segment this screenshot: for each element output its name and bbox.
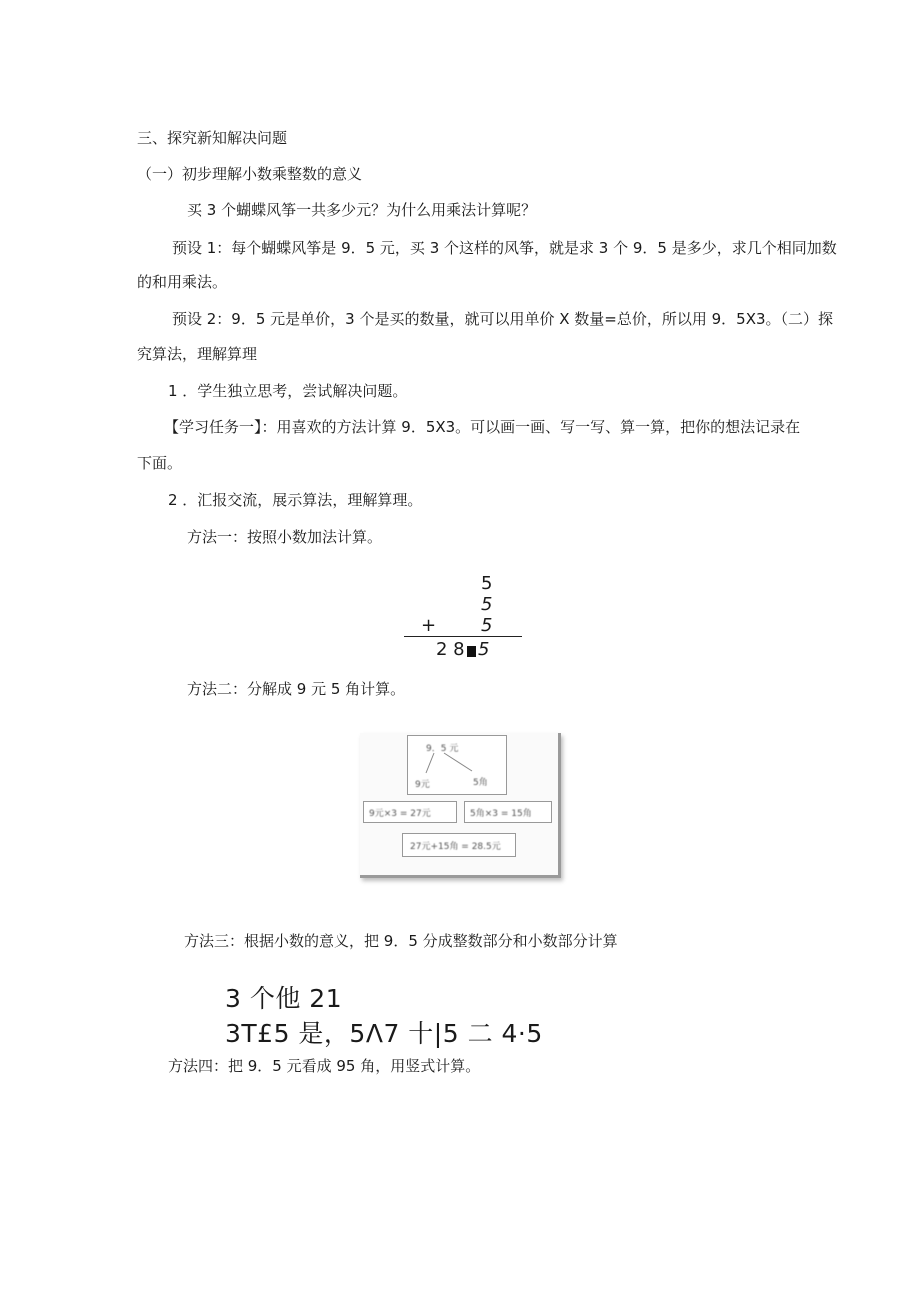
subsection-title: （一）初步理解小数乘整数的意义 [137, 165, 363, 183]
section-title: 三、探究新知解决问题 [137, 129, 288, 147]
task-line1: 【学习任务一】：用喜欢的方法计算 9．5X3。可以画一画、写一写、算一算，把你的想法记录在 [164, 418, 801, 436]
addend-3: 5 [481, 615, 493, 636]
decomposition-figure [360, 733, 561, 878]
tree-right-label: 5角 [473, 778, 488, 788]
addend-2: 5 [481, 594, 493, 615]
step2-text: 2 ．汇报交流，展示算法，理解算理。 [168, 491, 423, 509]
eq3-text: 27元+15角 = 28.5元 [410, 842, 501, 852]
method2-text: 方法二：分解成 9 元 5 角计算。 [187, 680, 406, 698]
eq2-text: 5角×3 = 15角 [470, 809, 532, 819]
decimal-point-mark [467, 646, 476, 657]
method3-line2: 3T£5 是，5Λ7 十|5 二 4·5 [225, 1019, 543, 1048]
plus-sign: + [421, 615, 437, 636]
method3-line1: 3 个他 21 [225, 984, 343, 1013]
sum-integer: 2 8 [436, 639, 465, 660]
preset2-line2: 究算法，理解算理 [137, 345, 258, 363]
sum-rule [404, 636, 522, 637]
question-text: 买 3 个蝴蝶风筝一共多少元？为什么用乘法计算呢？ [187, 201, 537, 219]
method1-text: 方法一：按照小数加法计算。 [187, 528, 383, 546]
preset2-line1: 预设 2：9．5 元是单价，3 个是买的数量，就可以用单价 X 数量=总价，所以用 9．5X3。（二）探 [172, 310, 834, 328]
preset1-line1: 预设 1：每个蝴蝶风筝是 9．5 元，买 3 个这样的风筝，就是求 3 个 9．5 是多少，求几个相同加数 [172, 239, 837, 257]
tree-left-label: 9元 [415, 780, 430, 790]
sum-decimal: 5 [478, 639, 490, 660]
task-line2: 下面。 [137, 454, 183, 472]
method3-text: 方法三：根据小数的意义，把 9．5 分成整数部分和小数部分计算 [184, 932, 618, 950]
preset1-line2: 的和用乘法。 [137, 273, 228, 291]
addend-1: 5 [481, 573, 493, 594]
step1-text: 1 ．学生独立思考，尝试解决问题。 [168, 382, 408, 400]
tree-top-label: 9．5 元 [426, 744, 459, 754]
method4-text: 方法四：把 9．5 元看成 95 角，用竖式计算。 [168, 1057, 481, 1075]
eq1-text: 9元×3 = 27元 [369, 809, 431, 819]
